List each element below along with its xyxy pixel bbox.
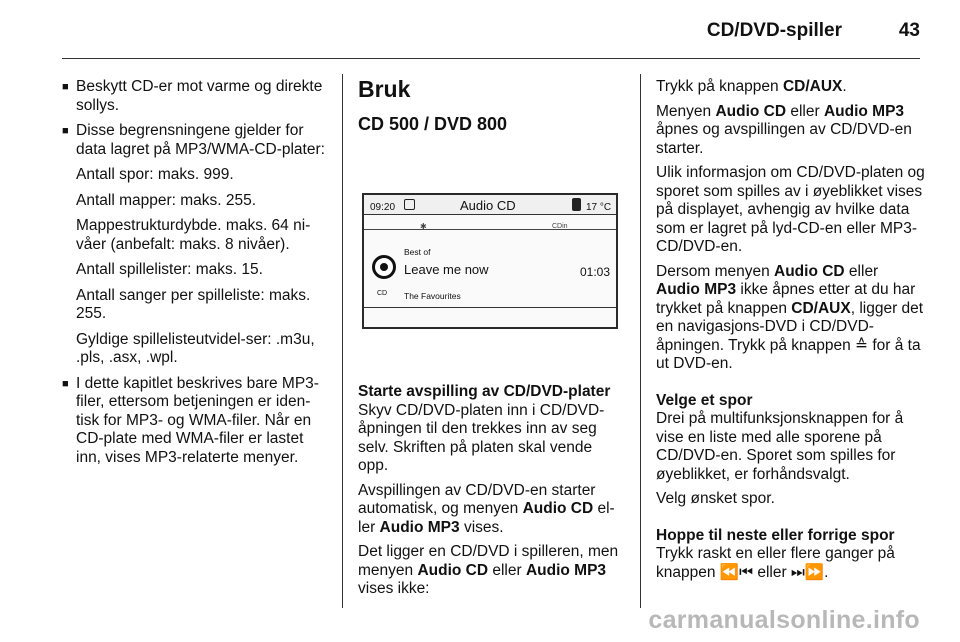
section-heading: Bruk: [358, 76, 411, 102]
subsection-heading: CD 500 / DVD 800: [358, 113, 508, 134]
screen-track: Leave me now: [404, 262, 489, 277]
limit-tracks: Antall spor: maks. 999.: [76, 166, 234, 183]
screen-time: 09:20: [370, 202, 396, 213]
display-illustration: [358, 155, 622, 365]
display-info-text: Ulik informasjon om CD/DVD-platen og sporet som spilles av i øyeblikket vises på displayet, avhengig av hvilke data som er lagret på lyd-CD-en eller MP3-CD/DVD-en.: [656, 164, 925, 255]
screen-elapsed-time: 01:03: [580, 265, 611, 279]
phone-icon: [572, 198, 581, 211]
screen-temperature: 17 °C: [586, 202, 612, 213]
bullet-heat: ■ Beskytt CD-er mot varme og direkte sollys.: [62, 78, 330, 115]
screen-status-bar: [364, 195, 616, 215]
limit-extensions: Gyldige spillelisteutvidel-ser: .m3u, .pls, .asx, .wpl.: [76, 330, 315, 366]
press-cdaux-text: Trykk på knappen CD/AUX.: [656, 78, 847, 95]
skip-track-heading: Hoppe til neste eller forrige spor: [656, 526, 895, 544]
watermark: carmanualsonline.info: [648, 606, 920, 634]
autostart-text: Avspillingen av CD/DVD-en starter automatisk, og menyen Audio CD el-ler Audio MP3 vises.: [358, 481, 615, 536]
disc-loaded-text: Det ligger en CD/DVD i spilleren, men menyen Audio CD eller Audio MP3 vises ikke:: [358, 543, 619, 597]
header-divider: [62, 58, 920, 59]
column-middle: [358, 78, 626, 605]
screen-title: Audio CD: [460, 198, 516, 213]
skip-track-text: Trykk raskt en eller flere ganger på knappen ⏪⏮ eller ⏭⏩.: [656, 545, 895, 581]
screen-folder: Best of: [404, 247, 431, 257]
column-left: [62, 78, 330, 474]
select-track-text: Drei på multifunksjonsknappen for å vise en liste med alle sporene på CD/DVD-en. Sporet som spilles for øyeblikket, er forhåndsvalgt.: [656, 410, 904, 483]
disc-icon: [372, 255, 396, 279]
choose-track-text: Velg ønsket spor.: [656, 490, 775, 507]
navigation-dvd-text: Dersom menyen Audio CD eller Audio MP3 ikke åpnes etter at du har trykket på knappen CD/AUX, ligger det en navigasjons-DVD i CD/DVD-åpningen. Trykk på knappen ≙ for å ta ut DVD-en.: [656, 262, 924, 372]
column-right: [656, 78, 926, 588]
audio-cd-screen: [362, 193, 618, 329]
limit-depth: Mappestrukturdybde. maks. 64 ni-våer (anbefalt: maks. 8 nivåer).: [76, 217, 311, 253]
screen-bottom-bar: [364, 307, 616, 327]
bluetooth-icon: ✱: [420, 222, 427, 231]
limit-playlists: Antall spillelister: maks. 15.: [76, 261, 263, 278]
screen-next-item: The Favourites: [404, 291, 461, 301]
column-divider-1: [342, 74, 343, 608]
clock-icon: [404, 199, 415, 210]
column-divider-2: [640, 74, 641, 608]
screen-source: CDin: [552, 223, 568, 230]
start-playback-heading: Starte avspilling av CD/DVD-plater: [358, 383, 611, 400]
bullet-limits: ■ Disse begrensningene gjelder for data lagret på MP3/WMA-CD-plater:: [62, 122, 330, 159]
page-number: 43: [898, 20, 920, 41]
screen-info-bar: [364, 216, 616, 230]
insert-disc-text: Skyv CD/DVD-platen inn i CD/DVD-åpningen til den trekkes inn av seg selv. Skriften på platen skal vende opp.: [358, 401, 605, 474]
menu-opens-text: Menyen Audio CD eller Audio MP3 åpnes og avspillingen av CD/DVD-en starter.: [656, 102, 912, 157]
screen-cd-label: CD: [377, 290, 388, 297]
limit-folders: Antall mapper: maks. 255.: [76, 191, 257, 209]
select-track-heading: Velge et spor: [656, 391, 753, 409]
chapter-title: CD/DVD-spiller: [706, 20, 842, 41]
limit-songs: Antall sanger per spilleliste: maks. 255.: [76, 286, 311, 322]
page-header: [0, 0, 960, 58]
bullet-mp3-note: ■ I dette kapitlet beskrives bare MP3-filer, ettersom betjeningen er iden-tisk for MP3- og WMA-filer. Når en CD-plate med WMA-filer er lastet inn, vises MP3-relaterte menyer.: [62, 375, 330, 468]
